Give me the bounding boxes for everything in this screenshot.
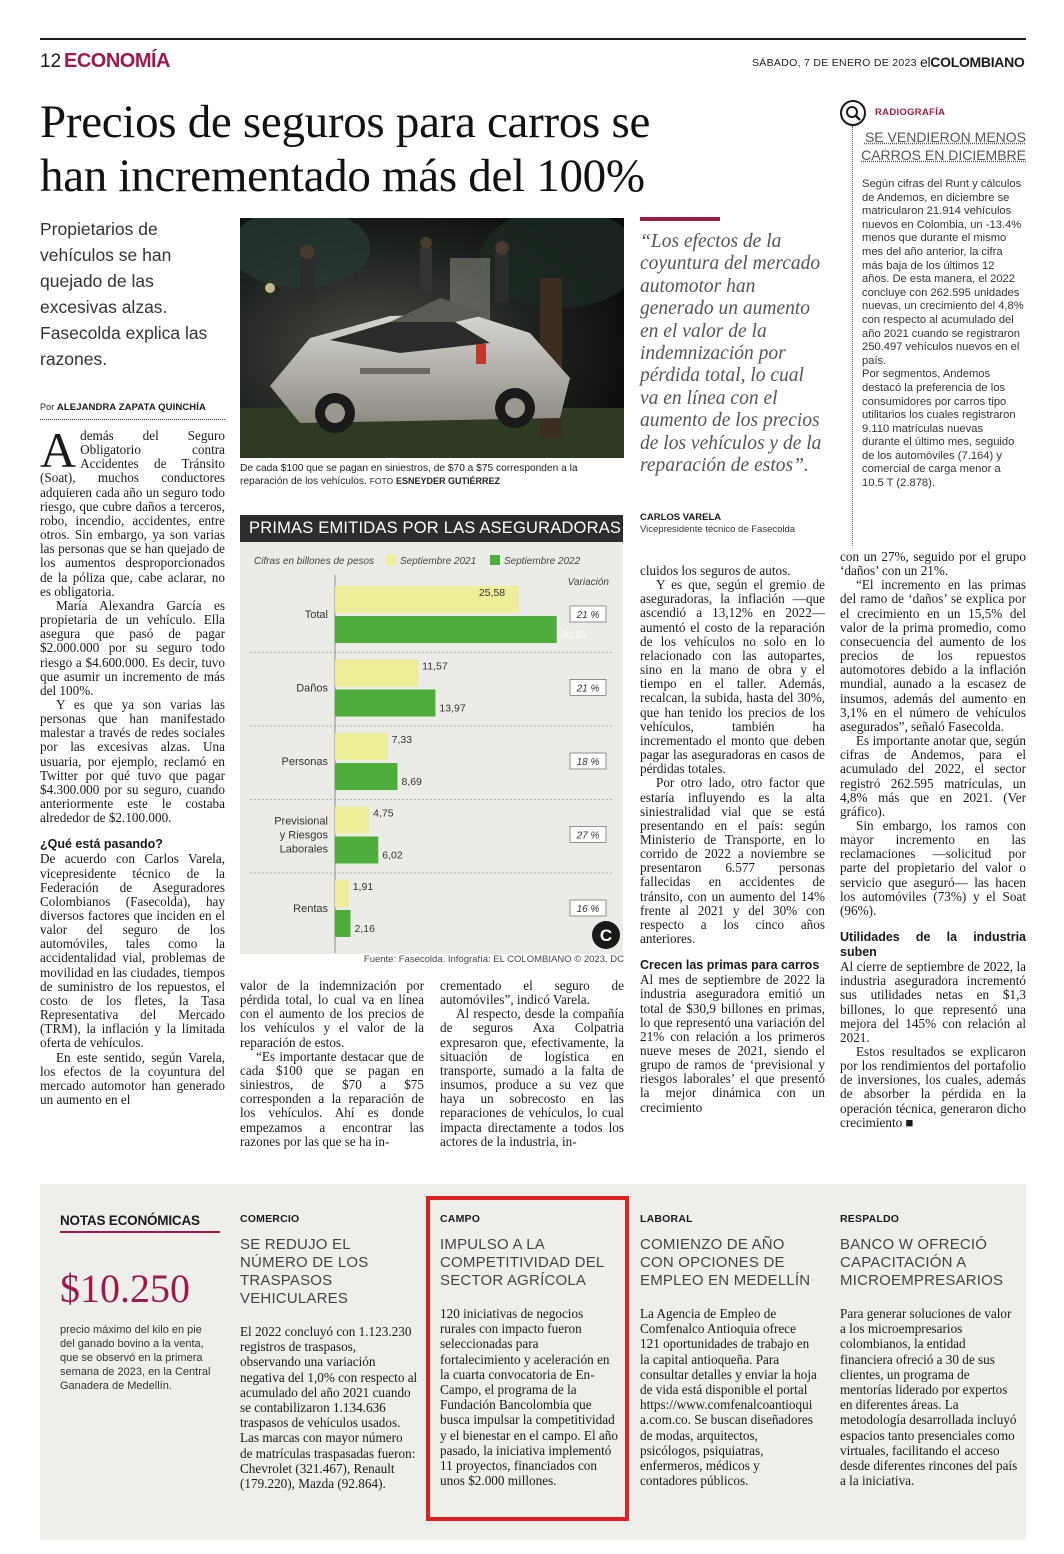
- byline: [40, 402, 226, 413]
- drop-cap: A: [40, 422, 77, 478]
- article-paragraph: “Es importante destacar que de cada $100 que se pagan en siniestros, de $70 a $75 corresponden a la reparación de los vehículos. Ahí es donde empezamos a encontrar las razones por las que se ha in-: [240, 1048, 424, 1149]
- data-label: 25,58: [478, 587, 506, 599]
- subheading-que-esta-pasando: ¿Qué está pasando?: [40, 837, 163, 852]
- brand-logo[interactable]: [920, 54, 1025, 70]
- chart-svg: [240, 515, 623, 967]
- category-label: Personas: [281, 756, 328, 768]
- crash-photo[interactable]: [240, 218, 624, 458]
- headline-line-1: Precios de seguros para carros se: [40, 96, 651, 148]
- variation-value: 18 %: [576, 757, 600, 768]
- data-label: 13,97: [439, 702, 466, 715]
- issue-date: SÁBADO, 7 DE ENERO DE 2023: [752, 57, 917, 69]
- note-text: 120 iniciativas de negocios rurales con impacto fueron seleccionadas para fortalecimiento y aceleración en la cuarta convocatoria de En-Campo, el programa de la Fundación Bancolombia que busca impulsar la competitividad y el bienestar en el campo. El año pasado, la iniciativa implementó 11 proyectos, financiados con unos $2.000 millones.: [440, 1306, 618, 1489]
- article-paragraph: cluidos los seguros de autos.: [640, 563, 791, 578]
- photo-credit-label: FOTO: [369, 476, 394, 486]
- article-paragraph: Al cierre de septiembre de 2022, la industria aseguradora incrementó sus utilidades netas en $1,3 billones, lo que representó una mejora del 145% con relación al 2021.: [840, 959, 1026, 1045]
- article-paragraph: “El incremento en las primas del ramo de ‘daños’ se explica por el crecimiento en un 15,5% del valor de la prima promedio, como consecuencia del aumento de los precios de los repuestos automotores debido a la inflación mundial, aunado a la escasez de insumos, además del aumento en 3,1% en el número de vehículos asegurados”, señaló Fasecolda.: [840, 577, 1026, 734]
- legend-swatch: [386, 555, 396, 565]
- category-label: y Riesgos: [279, 829, 328, 842]
- article-column-4: [640, 564, 825, 1115]
- radiografia-paragraph: Según cifras del Runt y cálculos de Andemos, en diciembre se matricularon 21.914 vehículos nuevos en Colombia, un -13.4% menos que durante el mismo mes del año anterior, la cifra más baja de los últimos 12 años. De esta manera, el 2022 concluye con 262.595 unidades nuevas, un crecimiento del 4,8% con respecto al acumulado del año 2021 cuando se registraron 250.497 vehículos nuevos en el país.: [862, 178, 1024, 367]
- category-label: Daños: [296, 682, 328, 695]
- category-label: Rentas: [293, 903, 328, 915]
- article-paragraph: Al mes de septiembre de 2022 la industria aseguradora emitió un total de $30,9 billones en primas, lo que representó una variación del 21% con relación a los primeros nueve meses de 2021, siendo el grupo de ramos de ‘previsional y riesgos laborales’ el que presentó la mejor dinámica con un crecimiento: [640, 972, 825, 1115]
- caption-text: De cada $100 que se pagan en siniestros, de $70 a $75 corresponden a la reparación de los vehículos.: [240, 463, 578, 487]
- article-paragraph: Sin embargo, los ramos con mayor incremento en las reclamaciones —solicitud por parte del propietario del valor o servicio que aseguró— las hacen los automóviles (73%) y el Soat (96%).: [840, 817, 1026, 918]
- article-paragraph: Al respecto, desde la compañía de seguros Axa Colpatria expresaron que, efectivamente, la situación de logística en transporte, sumado a la falta de insumos, produce a su vez que haya un sobrecosto en las reparaciones de vehículos, lo cual impacta directamente a todos los actores de la industria, in-: [440, 1006, 624, 1149]
- brand-name: COLOMBIANO: [930, 54, 1025, 70]
- headline: [40, 95, 830, 203]
- data-label: 7,33: [391, 734, 413, 746]
- data-label: 8,69: [401, 776, 422, 788]
- quote-author: CARLOS VARELA: [640, 512, 722, 523]
- notes-title-rule: [60, 1231, 220, 1233]
- crashed-car-image: [240, 218, 624, 458]
- bar: [335, 880, 349, 907]
- bar: [335, 616, 557, 643]
- page-number: 12: [40, 51, 62, 72]
- bar: [335, 690, 435, 717]
- bar: [335, 807, 369, 834]
- note-text: El 2022 concluyó con 1.123.230 registros de traspasos, observando una variación negativa del 1,0% con respecto al acumulado del año 2021 cuando se contabilizaron 1.134.636 traspasos de vehículos usados. Las marcas con mayor número de matrículas traspasadas fueron: Chevrolet (321.467), Renault (179.220), Mazda (92.864).: [240, 1324, 418, 1492]
- notes-item-laboral[interactable]: [640, 1213, 818, 1488]
- subheading-crecen-las-primas: Crecen las primas para carros: [640, 958, 820, 973]
- bar: [335, 910, 351, 937]
- note-title: IMPULSO A LA COMPETITIVIDAD DEL SECTOR AGRÍCOLA: [440, 1236, 604, 1289]
- legend-swatch: [490, 555, 500, 565]
- data-label: 4,75: [373, 807, 394, 820]
- article-paragraph: valor de la indemnización por pérdida total, lo cual va en línea con el aumento de los precios de los vehículos y el valor de la reparación de estos.: [240, 978, 424, 1050]
- quote-author-role: Vicepresidente técnico de Fasecolda: [640, 524, 796, 535]
- brand-prefix: el: [920, 54, 931, 70]
- note-text: La Agencia de Empleo de Comfenalco Antioquia ofrece 121 oportunidades de trabajo en la capital antioqueña. Para consultar detalles y enviar la hoja de vida está disponible el portal https://www.comfenalcoantioquia.com.co. Se buscan diseñadores de modas, arquitectos, psicólogos, psiquiatras, enfermeros, médicos y contadores públicos.: [640, 1306, 817, 1489]
- article-column-5: [840, 550, 1026, 1130]
- variation-value: 21 %: [576, 683, 600, 695]
- article-paragraph: Y es que, según el gremio de aseguradoras, la inflación —que ascendió a 13,12% en 2022— aumentó el costo de la reparación de los vehículos no solo en lo relacionado con las autopartes, sino en la mano de obra y el tiempo en el taller. Además, recalcan, la subida, hasta del 30%, que han tenido los precios de los vehículos, también ha incrementado el monto que deben pagar las aseguradoras en casos de pérdidas totales.: [640, 577, 825, 777]
- primas-chart: [240, 515, 623, 967]
- variation-value: 27 %: [576, 830, 600, 842]
- photo-caption: [240, 462, 624, 488]
- radiografia-title: SE VENDIERON MENOS CARROS EN DICIEMBRE: [861, 129, 1026, 163]
- legend-label: Septiembre 2021: [400, 556, 477, 567]
- notes-big-number: $10.250: [60, 1266, 190, 1311]
- article-paragraph: crementado el seguro de automóviles”, indicó Varela.: [440, 978, 624, 1008]
- article-lead: Propietarios de vehículos se han quejado de las excesivas alzas. Fasecolda explica las razones.: [40, 219, 208, 369]
- data-label: 30,85: [560, 629, 588, 641]
- note-category: LABORAL: [640, 1213, 693, 1225]
- quote-accent-rule: [640, 217, 720, 221]
- article-column-1: [40, 422, 225, 1108]
- note-title: SE REDUJO EL NÚMERO DE LOS TRASPASOS VEHICULARES: [240, 1236, 369, 1307]
- note-text: Para generar soluciones de valor a los microempresarios colombianos, la entidad financiera ofreció a 30 de sus clientes, un programa de mentorías liderado por expertos en diferentes áreas. La metodología desarrollada incluyó espacios tanto presenciales como virtuales, facilitando el acceso desde diferentes rincones del país a la iniciativa.: [840, 1306, 1018, 1489]
- variation-label: Variación: [567, 577, 609, 588]
- byline-prefix: Por: [40, 402, 57, 412]
- data-label: 1,91: [352, 881, 374, 893]
- byline-name: ALEJANDRA ZAPATA QUINCHÍA: [56, 402, 206, 413]
- category-label: Laborales: [279, 843, 328, 856]
- data-label: 11,57: [422, 660, 448, 673]
- notes-item-campo[interactable]: [440, 1213, 618, 1488]
- note-category: RESPALDO: [840, 1213, 900, 1225]
- article-paragraph: Y es que ya son varias las personas que han manifestado malestar a través de redes sociales por las excesivas alzas. Una usuaria, por ejemplo, reclamó en Twitter por qué tuvo que pagar $4.300.000 por su seguro, cuando anteriormente este le costaba alrededor de $2.100.000.: [40, 696, 225, 826]
- legend-label: Septiembre 2022: [504, 556, 581, 567]
- photo-credit-name: ESNEYDER GUTIÉRREZ: [396, 476, 501, 486]
- bar: [335, 660, 418, 687]
- note-title: COMIENZO DE AÑO CON OPCIONES DE EMPLEO EN MEDELLÍN: [640, 1236, 811, 1289]
- bar: [335, 837, 378, 864]
- notes-title: NOTAS ECONÓMICAS: [60, 1213, 200, 1228]
- radiografia-label: RADIOGRAFÍA: [875, 107, 946, 118]
- end-mark: ■: [905, 1114, 914, 1130]
- section-title[interactable]: ECONOMÍA: [64, 50, 170, 72]
- byline-rule: [40, 419, 225, 420]
- chart-units-note: Cifras en billones de pesos: [254, 556, 375, 567]
- subheading-utilidades: Utilidades de la industria suben: [840, 930, 1026, 960]
- article-paragraph: con un 27%, seguido por el grupo ‘daños’ con un 21%.: [840, 549, 1026, 579]
- article-paragraph: En este sentido, según Varela, los efectos de la coyuntura del mercado automotor han generado un aumento en el: [40, 1049, 225, 1108]
- pull-quote: “Los efectos de la coyuntura del mercado automotor han generado un aumento en el valor de la indemnización por pérdida total, lo cual va en línea con el aumento de los precios de los vehículos y de la reparación de estos”.: [640, 231, 822, 477]
- top-rule: [40, 38, 1026, 40]
- bar: [335, 733, 388, 760]
- article-paragraph: Estos resultados se explicaron por los rendimientos del portafolio de inversiones, los cuales, además de absorber la pérdida en la operación técnica, generaron dicho crecimiento ■: [840, 1044, 1026, 1130]
- headline-line-2: han incrementado más del 100%: [40, 150, 645, 202]
- note-category: CAMPO: [440, 1213, 481, 1225]
- article-paragraph: Por otro lado, otro factor que estaría influyendo es la alta siniestralidad vial que se está presentando en el país: según Ministerio de Transporte, en lo corrido de 2022 a noviembre se presentaron 6.577 personas fallecidas en accidentes de tránsito, con un aumento del 14% frente al 2021 y del 30% con respecto a los cinco años anteriores.: [640, 775, 825, 947]
- el-colombiano-mark-letter: C: [599, 926, 613, 945]
- note-title: BANCO W OFRECIÓ CAPACITACIÓN A MICROEMPRESARIOS: [840, 1236, 1004, 1289]
- category-label: Previsional: [274, 815, 328, 828]
- article-paragraph: Además del Seguro Obligatorio contra Accidentes de Tránsito (Soat), muchos conductores adquieren cada año un seguro todo riesgo, que cubre daños a terceros, robo, incendio, accidentes, entre otros. Sin embargo, ya son varias las personas que se han quejado de los aumentos desproporcionados de la póliza que, cabe aclarar, no es obligatoria.: [40, 422, 225, 599]
- chart-title: PRIMAS EMITIDAS POR LAS ASEGURADORAS: [240, 515, 623, 542]
- notes-item-respaldo[interactable]: [840, 1213, 1020, 1488]
- notes-big-text: precio máximo del kilo en pie del ganado bovino a la venta, que se observó en la primera semana de 2023, en la Central Ganadera de Medellín.: [60, 1324, 211, 1392]
- article-paragraph: De acuerdo con Carlos Varela, vicepresidente técnico de la Federación de Aseguradores Colombianos (Fasecolda), hay diversos factores que inciden en el valor del seguro de los automóviles, tales como la accidentalidad vial, problemas de movilidad en las ciudades, tiempos de suministro de los repuestos, el costo de los fletes, la Tasa Representativa del Mercado (TRM), la inflación y la limitada oferta de vehículos.: [40, 851, 225, 1051]
- note-category: COMERCIO: [240, 1213, 300, 1225]
- article-column-3: [440, 979, 624, 1149]
- chart-source: Fuente: Fasecolda. Infografía: EL COLOMBIANO © 2023. DC: [363, 954, 624, 965]
- radiografia-paragraph: Por segmentos, Andemos destacó la preferencia de los consumidores por carros tipo utilitarios los cuales registraron 9.110 matrículas nuevas durante el último mes, seguido de los automóviles (7.164) y comercial de carga menor a 10.5 T (2.878).: [862, 368, 1016, 490]
- radiografia-text: [862, 178, 1024, 491]
- notes-item-comercio[interactable]: [240, 1213, 418, 1491]
- category-label: Total: [304, 609, 328, 621]
- radiografia-left-rule: [852, 126, 853, 546]
- data-label: 2,16: [354, 923, 375, 935]
- magnifier-icon: [840, 100, 866, 126]
- article-column-2: [240, 979, 424, 1149]
- data-label: 6,02: [382, 849, 403, 862]
- article-paragraph: Es importante anotar que, según cifras de Andemos, para el acumulado del 2022, el sector registró 262.595 matrículas, un 4,8% más que en 2021. (Ver gráfico).: [840, 733, 1026, 819]
- variation-value: 21 %: [576, 610, 600, 621]
- variation-value: 16 %: [576, 904, 600, 915]
- bar: [335, 763, 397, 790]
- article-paragraph: María Alexandra García es propietaria de un vehículo. Ella asegura que pasó de pagar $2.000.000 por su seguro todo riesgo a $4.600.000. Es decir, tuvo que asumir un incremento de más del 100%.: [40, 597, 225, 698]
